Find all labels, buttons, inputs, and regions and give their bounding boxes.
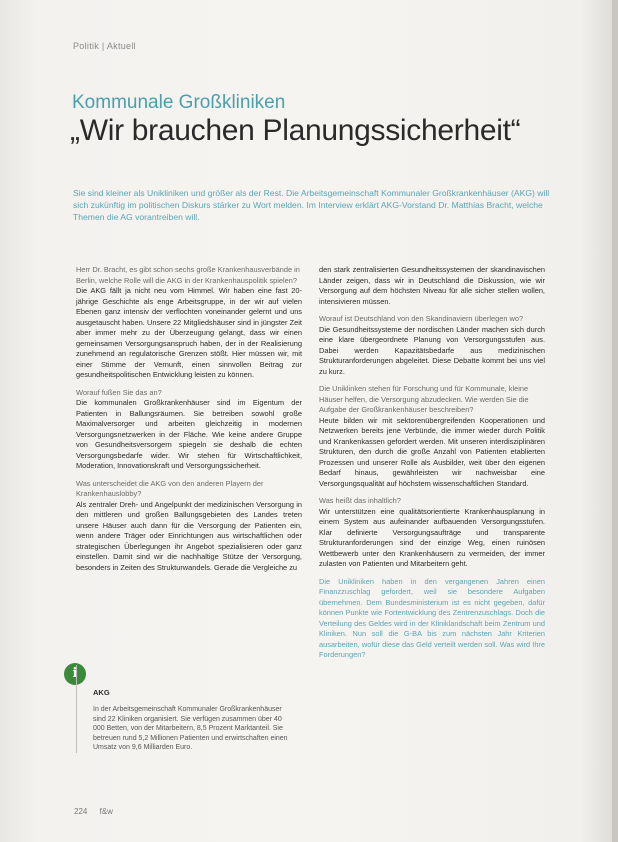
article-column-left xyxy=(76,265,302,580)
article-column-right xyxy=(319,265,545,661)
interview-question: Was heißt das inhaltlich? xyxy=(319,496,401,505)
section-label: Politik | Aktuell xyxy=(73,41,136,51)
highlighted-question: Die Unikliniken haben in den vergangenen Jahren einen Finanzzuschlag gefordert, weil sie besondere Aufgaben übernehmen. Dem Bundesministerium ist es nicht gegeben, dafür können Punkte wie Fortentwicklung des Zentrenzuschlags. Doch die Verteilung des Geldes wird in der Kliniklandschaft beim Zentrum und Kliniken. Nun soll die G-BA bis zum nächsten Jahr Kriterien ausarbeiten, wofür diese das Geld verteilt werden soll. Was wird Ihre Forderungen? xyxy=(319,576,545,659)
interview-question: Herr Dr. Bracht, es gibt schon sechs große Krankenhausverbände in Berlin, welche Rolle will die AKG in der Krankenhauspolitik spielen? xyxy=(76,265,300,285)
article-headline: „Wir brauchen Planungssicherheit“ xyxy=(70,114,521,147)
interview-answer: Als zentraler Dreh- und Angelpunkt der medizinischen Versorgung in den mittleren und großen Ballungsgebieten des Landes treten unsere Häuser auch dann für die Versorgung der Patienten ein, wenn andere Träger oder Einrichtungen aus wirtschaftlichen oder strategischen Überlegungen ihr Angebot spezialisieren oder ganz einstellen. Damit sind wir die nachhaltige Stütze der Versorgung, besonders in Zeiten des Strukturwandels. Gerade die Vergleiche zu xyxy=(76,499,302,572)
info-box-title: AKG xyxy=(93,688,110,697)
interview-answer: den stark zentralisierten Gesundheitssystemen der skandinavischen Länder zeigen, dass wir in Deutschland die Diskussion, wie wir Versorgung auf dem höchsten Niveau für alle sicher stellen wollen, intensivieren müssen. xyxy=(319,265,545,306)
page-number: 224 xyxy=(74,807,88,816)
interview-question: Worauf fußen Sie das an? xyxy=(76,387,162,397)
info-box-text: In der Arbeitsgemeinschaft Kommunaler Großkrankenhäuser sind 22 Kliniken organisiert. Sie verfügen zusammen über 40 000 Betten, von der Mitarbeitern, 8,5 Prozent Marktanteil. Sie betreuen rund 5,2 Millionen Patienten und erwirtschaften einen Umsatz von 9,6 Milliarden Euro. xyxy=(93,706,288,752)
info-box xyxy=(76,665,313,753)
interview-answer: Die Gesundheitssysteme der nordischen Länder machen sich durch eine klare übergeordnete Planung von Versorgungsstufen aus. Dabei werden Kapazitätsbedarfe aus medizinischen Strukturanforderungen abgeleitet. Diese Debatte kommt bei uns viel zu kurz. xyxy=(319,324,545,376)
info-icon: i xyxy=(64,663,86,685)
page-gutter xyxy=(612,0,618,842)
article-kicker: Kommunale Großkliniken xyxy=(72,92,286,113)
interview-answer: Die kommunalen Großkrankenhäuser sind im Eigentum der Patienten in Ballungsräumen. Sie betreiben sowohl große Maximalversorger und arbeiten gleichzeitig in modernen Versorgungsnetzwerken in der Fläche. Wie keine andere Gruppe von Gesundheitsversorgern spiegeln sie deshalb die echten Versorgungsbedarfe wider. Wir stehen für Wirtschaftlichkeit, Moderation, Innovationskraft und Versorgungssicherheit. xyxy=(76,398,302,470)
page-footer xyxy=(74,807,113,816)
interview-answer: Wir unterstützen eine qualitätsorientierte Krankenhausplanung in einem System aus aufeinander aufbauenden Versorgungsstufen. Klar definierte Versorgungsaufträge und transparente Strukturanforderungen sind der einzige Weg, einen ruinösen Wettbewerb unter den Krankenhäusern zu vermeiden, der immer zulasten von Patienten und Mitarbeitern geht. xyxy=(319,506,545,568)
interview-question: Was unterscheidet die AKG von den anderen Playern der Krankenhauslobby? xyxy=(76,478,264,498)
interview-answer: Die AKG fällt ja nicht neu vom Himmel. Wir haben eine fast 20-jährige Geschichte als enge Arbeitsgruppe, in der wir auf vielen Ebenen ganz intensiv der verflochten voneinander gelernt und uns ausgetauscht haben. Unsere 22 Mitgliedshäuser sind in jüngster Zeit aber immer mehr zu der Überzeugung gelangt, dass wir einen gemeinsamen Versorgungsanspruch haben, der in der Realisierung zunehmend an regulatorische Grenzen stößt. Hier müssen wir, mit einer Stimme der Vernunft, einen sinnvollen Beitrag zur gesundheitspolitischen Entwicklung leisten zu können. xyxy=(76,286,302,379)
interview-answer: Heute bilden wir mit sektorenübergreifenden Kooperationen und Netzwerken bereits jene Verbünde, die immer wieder durch Politik und Krankenkassen gefordert werden. Mit unseren interdisziplinären Strukturen, den durch die große Anzahl von Patienten etablierten Prozessen und unserer Rolle als Ausbilder, weit über den eigenen Bedarf hinaus, gewährleisten wir nachweisbar eine Versorgungsqualität auf höchstem wissenschaftlichen Standard. xyxy=(319,415,545,488)
article-lead: Sie sind kleiner als Unikliniken und größer als der Rest. Die Arbeitsgemeinschaft Kommunaler Großkrankenhäuser (AKG) will sich zukünftig im politischen Diskurs stärker zu Wort melden. Im Interview erklärt AKG-Vorstand Dr. Matthias Bracht, welche Themen die AG vorantreiben will. xyxy=(73,188,550,222)
interview-question: Worauf ist Deutschland von den Skandinaviern überlegen wo? xyxy=(319,314,524,323)
magazine-name: f&w xyxy=(99,807,113,816)
interview-question: Die Uniklinken stehen für Forschung und für Kommunale, kleine Häuser helfen, die Versorgung abzudecken. Wie werden Sie die Aufgabe der Großkrankenhäuser beschreiben? xyxy=(319,384,529,414)
